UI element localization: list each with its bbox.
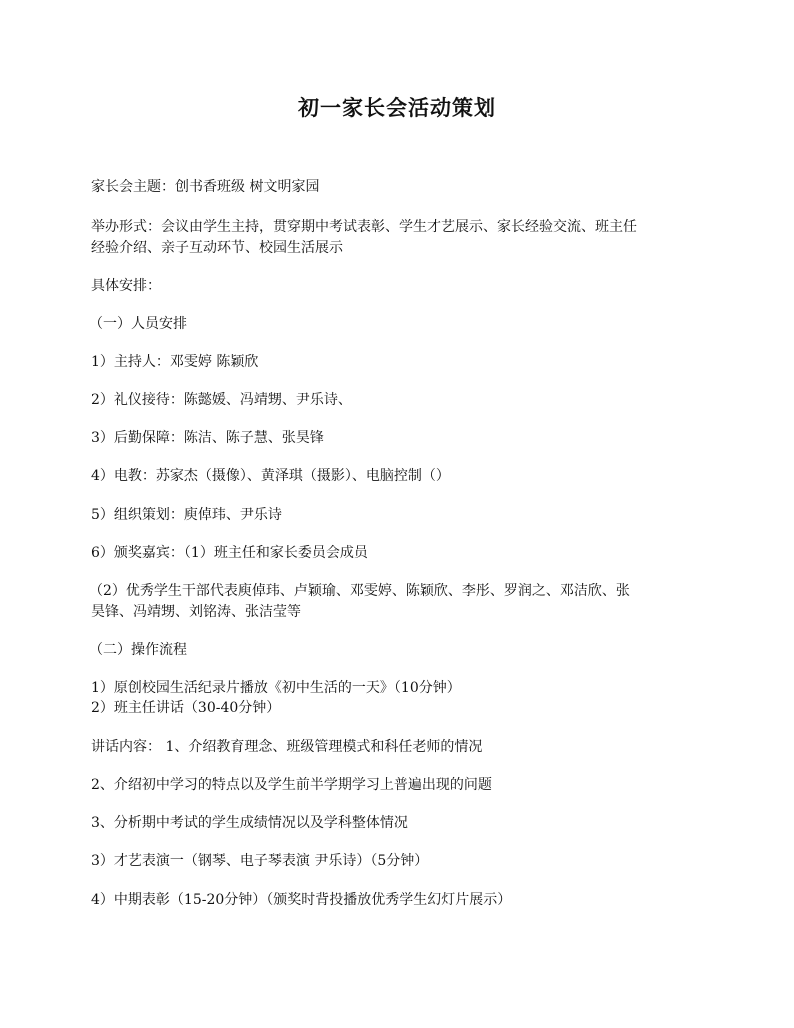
section-2-heading: （二）操作流程 [89,642,187,658]
speech-content-line: 讲话内容： 1、介绍教育理念、班级管理模式和科任老师的情况 [91,739,483,755]
speech-point-3: 3、分析期中考试的学生成绩情况以及学科整体情况 [91,815,408,831]
logistics-line: 3）后勤保障：陈洁、陈子慧、张昊锋 [91,430,324,446]
speech-point-2: 2、介绍初中学习的特点以及学生前半学期学习上普遍出现的问题 [91,777,492,793]
reception-line: 2）礼仪接待：陈懿媛、冯靖甥、尹乐诗、 [91,392,352,408]
page-title: 初一家长会活动策划 [298,95,496,120]
presenters-2-line-1: （2）优秀学生干部代表庾倬玮、卢颖瑜、邓雯婷、陈颖欣、李彤、罗润之、邓洁欣、张 [89,583,630,599]
step-1-line: 1）原创校园生活纪录片播放《初中生活的一天》（10分钟） [91,680,461,696]
av-line: 4）电教：苏家杰（摄像）、黄泽琪（摄影）、电脑控制（） [91,468,450,484]
format-line-2: 经验介绍、亲子互动环节、校园生活展示 [91,240,343,256]
step-3-line: 3）才艺表演一（钢琴、电子琴表演 尹乐诗）（5分钟） [91,853,429,869]
section-1-heading: （一）人员安排 [89,316,187,332]
theme-line: 家长会主题：创书香班级 树文明家园 [91,179,320,195]
step-2-line: 2）班主任讲话（30-40分钟） [91,700,281,716]
presenters-2-line-2: 昊锋、冯靖甥、刘铭涛、张洁莹等 [91,604,301,620]
step-4-line: 4）中期表彰（15-20分钟）（颁奖时背投播放优秀学生幻灯片展示） [91,892,512,908]
host-line: 1）主持人：邓雯婷 陈颖欣 [91,354,259,370]
presenters-line: 6）颁奖嘉宾：（1）班主任和家长委员会成员 [91,545,368,561]
planning-line: 5）组织策划：庾倬玮、尹乐诗 [91,507,282,523]
arrangement-heading: 具体安排： [91,278,161,294]
format-line-1: 举办形式：会议由学生主持，贯穿期中考试表彰、学生才艺展示、家长经验交流、班主任 [91,219,637,235]
